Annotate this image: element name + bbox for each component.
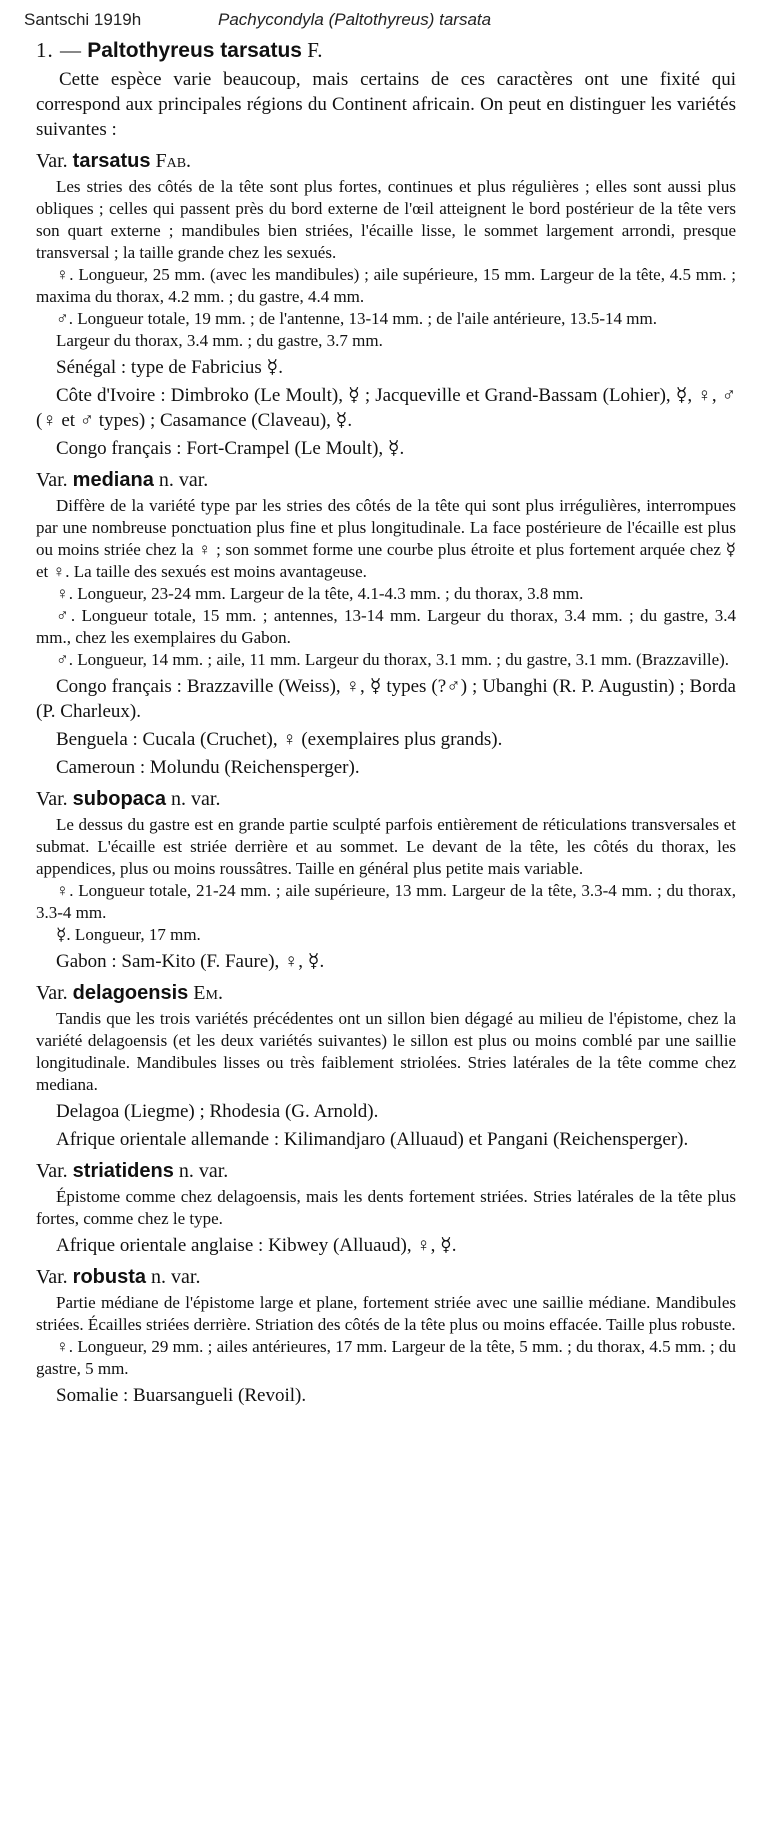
measurement: ☿. Longueur, 17 mm. xyxy=(56,925,201,944)
variety-name: robusta xyxy=(72,1266,147,1288)
variety-heading-mediana xyxy=(36,469,736,492)
variety-heading-robusta xyxy=(36,1266,736,1289)
header-author-year: Santschi 1919h xyxy=(24,10,142,29)
variety-name: delagoensis xyxy=(72,982,189,1004)
variety-author: Fab. xyxy=(155,150,192,172)
measurement: ♀. Longueur, 23-24 mm. Largeur de la tête, 4.1-4.3 mm. ; du thorax, 3.8 mm. xyxy=(56,584,584,603)
variety-description: Épistome comme chez delagoensis, mais les dents fortement striées. Stries latérales de la tête plus fortes, comme chez le type. xyxy=(36,1187,736,1228)
species-title xyxy=(36,38,736,63)
article-body xyxy=(36,38,736,1408)
locality: Benguela : Cucala (Cruchet), ♀ (exemplaires plus grands). xyxy=(56,729,503,750)
variety-prefix: Var. xyxy=(36,982,68,1004)
variety-prefix: Var. xyxy=(36,1266,68,1288)
variety-heading-tarsatus xyxy=(36,150,736,173)
locality: Afrique orientale anglaise : Kibwey (Alluaud), ♀, ☿. xyxy=(56,1235,457,1256)
measurement: ♀. Longueur totale, 21-24 mm. ; aile supérieure, 13 mm. Largeur de la tête, 3.3-4 mm. ; du thorax, 3.3-4 mm. xyxy=(36,881,736,922)
species-number: 1. — xyxy=(36,38,82,62)
variety-description: Tandis que les trois variétés précédentes ont un sillon bien dégagé au milieu de l'épistome, chez la variété delagoensis (et les deux variétés suivantes) le sillon est plus ou moins comblé par une saillie longitudinale. Mandibules lisses ou très faiblement striolées. Stries latérales de la tête comme chez mediana. xyxy=(36,1009,736,1094)
measurement: ♀. Longueur, 29 mm. ; ailes antérieures, 17 mm. Largeur de la tête, 5 mm. ; du thorax, 4.5 mm. ; du gastre, 5 mm. xyxy=(36,1337,736,1378)
variety-description: Les stries des côtés de la tête sont plus fortes, continues et plus régulières ; elles sont aussi plus obliques ; celles qui passent près du bord externe de l'œil atteignent le bord postérieur de la tête vers son quart externe ; mandibules bien striées, l'écaille lisse, le sommet largement arrondi, presque transversal ; la taille grande chez les sexués. xyxy=(36,177,736,262)
variety-heading-subopaca xyxy=(36,788,736,811)
variety-author: n. var. xyxy=(171,788,221,810)
header-taxon: Pachycondyla (Paltothyreus) tarsata xyxy=(218,10,492,29)
locality: Cameroun : Molundu (Reichensperger). xyxy=(56,757,360,778)
variety-author: n. var. xyxy=(151,1266,201,1288)
variety-name: tarsatus xyxy=(72,150,151,172)
measurement: ♂. Longueur, 14 mm. ; aile, 11 mm. Largeur du thorax, 3.1 mm. ; du gastre, 3.1 mm. (Brazzaville). xyxy=(56,650,730,669)
measurement: Largeur du thorax, 3.4 mm. ; du gastre, 3.7 mm. xyxy=(56,331,383,350)
locality: Gabon : Sam-Kito (F. Faure), ♀, ☿. xyxy=(56,951,325,972)
variety-heading-delagoensis xyxy=(36,982,736,1005)
species-author: F. xyxy=(307,38,323,62)
variety-prefix: Var. xyxy=(36,788,68,810)
measurement: ♂. Longueur totale, 15 mm. ; antennes, 13-14 mm. Largeur du thorax, 3.4 mm. ; du gastre, 3.4 mm., chez les exemplaires du Gabon. xyxy=(36,606,736,647)
locality: Afrique orientale allemande : Kilimandjaro (Alluaud) et Pangani (Reichensperger). xyxy=(56,1129,689,1150)
variety-author: n. var. xyxy=(158,469,209,491)
intro-paragraph: Cette espèce varie beaucoup, mais certains de ces caractères ont une fixité qui correspond aux principales régions du Continent africain. On peut en distinguer les variétés suivantes : xyxy=(36,69,736,140)
locality: Delagoa (Liegme) ; Rhodesia (G. Arnold). xyxy=(56,1101,379,1122)
variety-prefix: Var. xyxy=(36,469,68,491)
variety-description: Le dessus du gastre est en grande partie sculpté parfois entièrement de réticulations transversales et submat. L'écaille est striée derrière et au sommet. Le devant de la tête, les côtés du thorax, les appendices, plus ou moins roussâtres. Taille en général plus petite mais variable. xyxy=(36,815,736,878)
variety-name: mediana xyxy=(72,469,154,491)
variety-prefix: Var. xyxy=(36,1160,68,1182)
locality: Congo français : Brazzaville (Weiss), ♀, ☿ types (?♂) ; Ubanghi (R. P. Augustin) ; Borda (P. Charleux). xyxy=(36,676,736,722)
variety-description: Partie médiane de l'épistome large et plane, fortement striée avec une saillie médiane. Mandibules striées. Écailles striées derrière. Striation des côtés de la tête plus ou moins effacée. Taille plus robuste. xyxy=(36,1293,736,1334)
variety-name: subopaca xyxy=(72,788,167,810)
variety-heading-striatidens xyxy=(36,1160,736,1183)
locality: Somalie : Buarsangueli (Revoil). xyxy=(56,1385,307,1406)
variety-author: Em. xyxy=(193,982,223,1004)
variety-prefix: Var. xyxy=(36,150,68,172)
species-name: Paltothyreus tarsatus xyxy=(87,39,302,62)
measurement: ♀. Longueur, 25 mm. (avec les mandibules) ; aile supérieure, 15 mm. Largeur de la tête, 4.5 mm. ; maxima du thorax, 4.2 mm. ; du gastre, 4.4 mm. xyxy=(36,265,736,306)
measurement: ♂. Longueur totale, 19 mm. ; de l'antenne, 13-14 mm. ; de l'aile antérieure, 13.5-14 mm. xyxy=(56,309,657,328)
variety-description: Diffère de la variété type par les stries des côtés de la tête qui sont plus irrégulières, interrompues par une nombreuse ponctuation plus fine et plus longitudinale. La face postérieure de l'écaille est plus ou moins striée chez la ♀ ; son sommet forme une courbe plus étroite et plus fortement arquée chez ☿ et ♀. La taille des sexués est moins avantageuse. xyxy=(36,496,736,581)
variety-author: n. var. xyxy=(178,1160,229,1182)
variety-name: striatidens xyxy=(72,1160,174,1182)
locality: Côte d'Ivoire : Dimbroko (Le Moult), ☿ ; Jacqueville et Grand-Bassam (Lohier), ☿, ♀, ♂ (♀ et ♂ types) ; Casamance (Claveau), ☿. xyxy=(36,385,736,431)
locality: Congo français : Fort-Crampel (Le Moult), ☿. xyxy=(56,438,405,459)
locality: Sénégal : type de Fabricius ☿. xyxy=(56,357,283,378)
